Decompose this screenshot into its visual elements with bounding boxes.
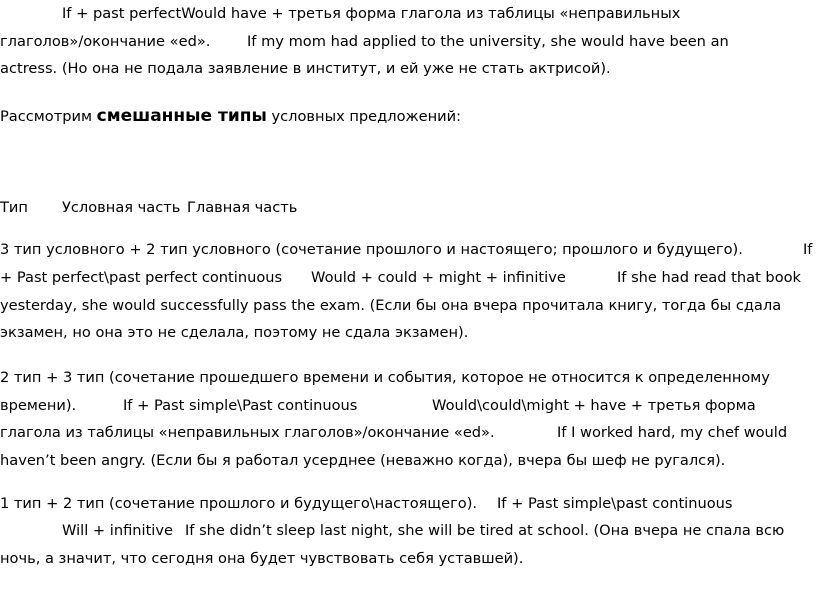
p4-line-2a: времени). xyxy=(0,397,77,414)
p2-pre: Рассмотрим xyxy=(0,108,97,125)
p5-line-2a: Will + infinitive xyxy=(62,522,173,539)
p3-line-2a: + Past perfect\past perfect continuous xyxy=(0,269,283,286)
p3-line-1b: If xyxy=(803,241,813,258)
p5-line-3: ночь, а значит, что сегодня она будет чувствовать себя уставшей). xyxy=(0,550,524,567)
p2-bold: смешанные типы xyxy=(96,106,267,126)
header-type: Тип xyxy=(0,199,28,216)
p4-line-2c: Would\could\might + have + третья форма xyxy=(432,397,756,414)
p3-line-4: экзамен, но она это не сделала, поэтому не сдала экзамен). xyxy=(0,324,469,341)
p4-line-1: 2 тип + 3 тип (сочетание прошедшего времени и события, которое не относится к определенному xyxy=(0,369,770,386)
p1-line-1: If + past perfectWould have + третья форма глагола из таблицы «неправильных xyxy=(62,5,681,22)
p5-line-1b: If + Past simple\past continuous xyxy=(497,495,733,512)
p4-line-3a: глагола из таблицы «неправильных глаголов»/окончание «ed». xyxy=(0,424,495,441)
p1-line-3: actress. (Но она не подала заявление в институт, и ей уже не стать актрисой). xyxy=(0,60,611,77)
p2-line xyxy=(0,106,461,126)
p3-line-2c: If she had read that book xyxy=(617,269,801,286)
p4-line-4: haven’t been angry. (Если бы я работал усерднее (неважно когда), вчера бы шеф не ругался). xyxy=(0,452,726,469)
p5-line-1a: 1 тип + 2 тип (сочетание прошлого и будущего\настоящего). xyxy=(0,495,478,512)
p2-post: условных предложений: xyxy=(266,108,462,125)
header-condition: Условная часть xyxy=(62,199,181,216)
header-main: Главная часть xyxy=(187,199,298,216)
p4-line-2b: If + Past simple\Past continuous xyxy=(123,397,358,414)
p3-line-2b: Would + could + might + infinitive xyxy=(311,269,566,286)
p4-line-3b: If I worked hard, my chef would xyxy=(557,424,788,441)
p1-line-2b: If my mom had applied to the university, she would have been an xyxy=(247,33,729,50)
p3-line-1a: 3 тип условного + 2 тип условного (сочетание прошлого и настоящего; прошлого и будущего). xyxy=(0,241,743,258)
p5-line-2b: If she didn’t sleep last night, she will be tired at school. (Она вчера не спала всю xyxy=(185,522,785,539)
p3-line-3: yesterday, she would successfully pass the exam. (Если бы она вчера прочитала книгу, тогда бы сдала xyxy=(0,297,782,314)
p1-line-2a: глаголов»/окончание «ed». xyxy=(0,33,211,50)
